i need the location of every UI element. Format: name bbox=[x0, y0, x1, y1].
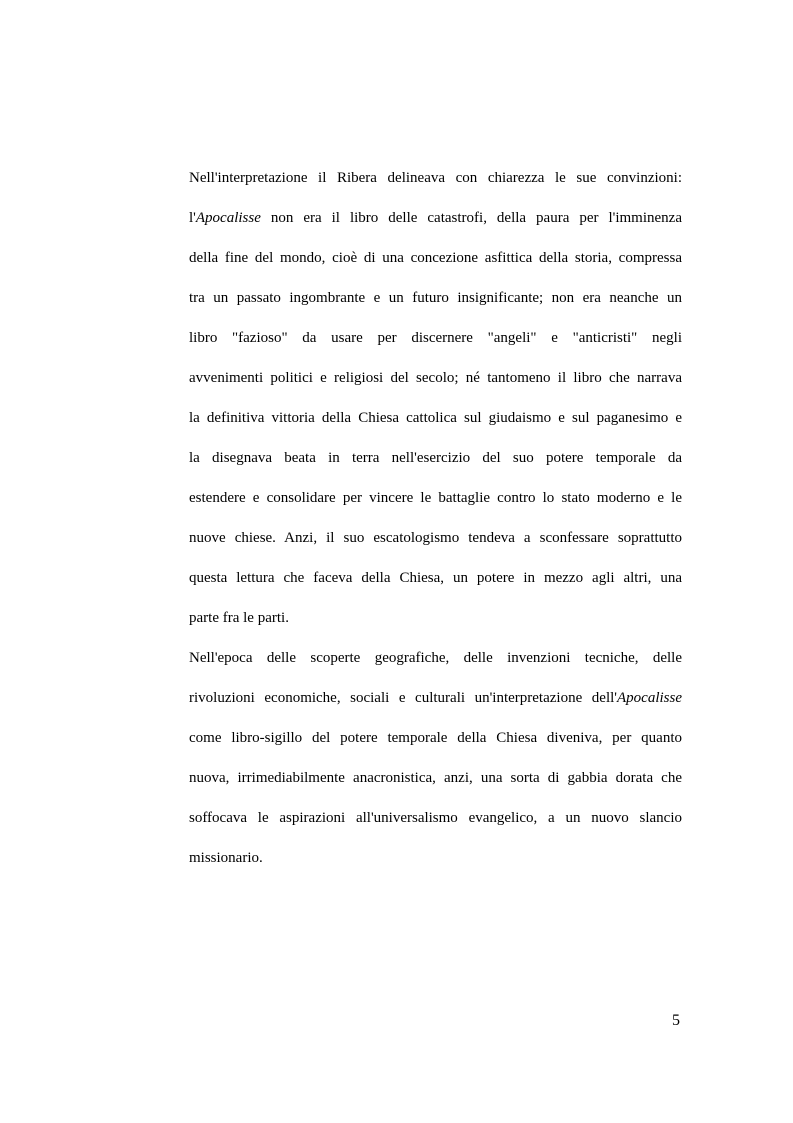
paragraph-2-line-4: nuova, irrimediabilmente anacronistica, anzi, una sorta di gabbia dorata che bbox=[189, 770, 682, 786]
page-number: 5 bbox=[672, 1012, 680, 1029]
paragraph-1-line-6: avvenimenti politici e religiosi del secolo; né tantomeno il libro che narrava bbox=[189, 370, 682, 386]
paragraph-1-line-11: questa lettura che faceva della Chiesa, un potere in mezzo agli altri, una bbox=[189, 570, 682, 586]
paragraph-1-line-10: nuove chiese. Anzi, il suo escatologismo tendeva a sconfessare soprattutto bbox=[189, 530, 682, 546]
paragraph-1-line-1: Nell'interpretazione il Ribera delineava con chiarezza le sue convinzioni: bbox=[189, 170, 682, 186]
text-run: non era il libro delle catastrofi, della paura per l'imminenza bbox=[260, 210, 682, 226]
italic-title: Apocalisse bbox=[195, 210, 261, 226]
paragraph-1-line-4: tra un passato ingombrante e un futuro insignificante; non era neanche un bbox=[189, 290, 682, 306]
paragraph-1-line-5: libro "fazioso" da usare per discernere "angeli" e "anticristi" negli bbox=[189, 330, 682, 346]
paragraph-2-line-3: come libro-sigillo del potere temporale della Chiesa diveniva, per quanto bbox=[189, 730, 682, 746]
text-run: l' bbox=[189, 210, 196, 226]
paragraph-1-line-3: della fine del mondo, cioè di una concezione asfittica della storia, compressa bbox=[189, 250, 682, 266]
paragraph-1-line-8: la disegnava beata in terra nell'esercizio del suo potere temporale da bbox=[189, 450, 682, 466]
paragraph-2-line-2 bbox=[189, 688, 682, 708]
paragraph-2-line-1: Nell'epoca delle scoperte geografiche, delle invenzioni tecniche, delle bbox=[189, 650, 682, 666]
paragraph-2-line-6: missionario. bbox=[189, 850, 263, 866]
paragraph-1-line-7: la definitiva vittoria della Chiesa cattolica sul giudaismo e sul paganesimo e bbox=[189, 410, 682, 426]
paragraph-1-line-12: parte fra le parti. bbox=[189, 610, 289, 626]
paragraph-1-line-9: estendere e consolidare per vincere le battaglie contro lo stato moderno e le bbox=[189, 490, 682, 506]
text-run: rivoluzioni economiche, sociali e culturali un'interpretazione dell' bbox=[189, 690, 617, 706]
paragraph-1-line-2 bbox=[189, 208, 682, 228]
paragraph-2-line-5: soffocava le aspirazioni all'universalismo evangelico, a un nuovo slancio bbox=[189, 810, 682, 826]
italic-title: Apocalisse bbox=[617, 690, 682, 706]
